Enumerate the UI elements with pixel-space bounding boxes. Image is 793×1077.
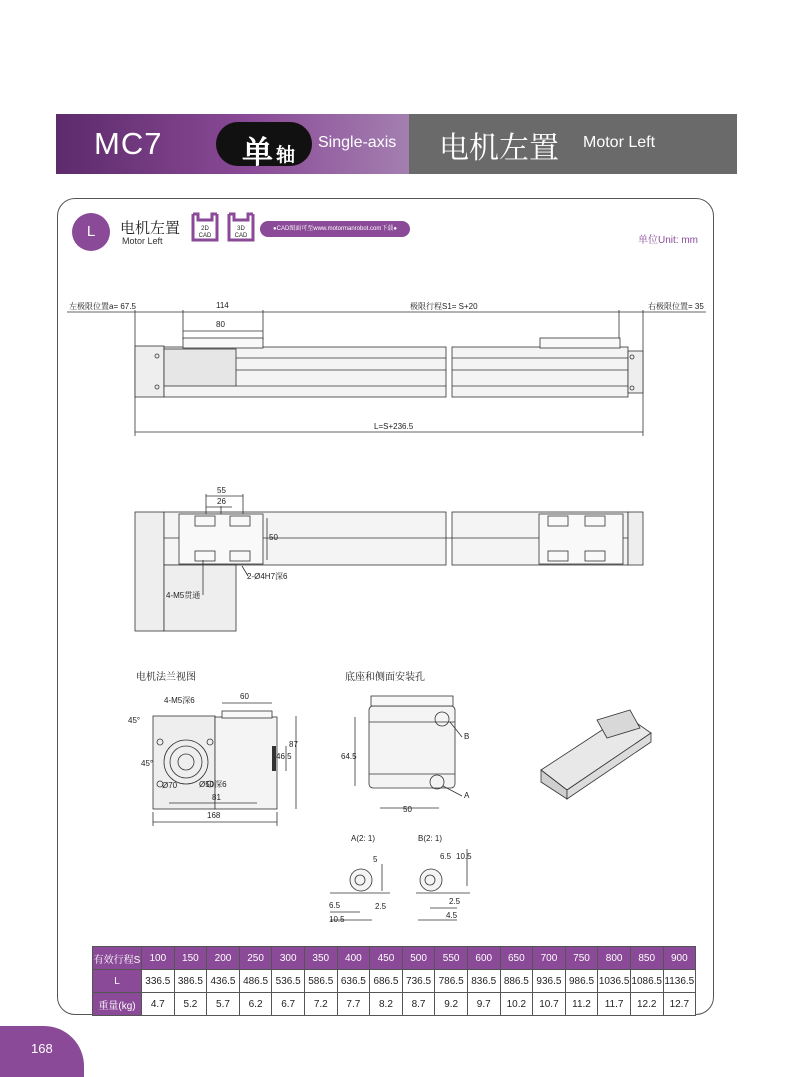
spec-cell: 386.5 bbox=[174, 970, 207, 993]
base-view-title: 底座和侧面安装孔 bbox=[345, 672, 425, 683]
detail-a-6-5: 6.5 bbox=[329, 901, 341, 910]
detail-b-title: B(2: 1) bbox=[418, 834, 443, 843]
spec-cell: 12.7 bbox=[663, 993, 696, 1016]
dim-81: 81 bbox=[212, 793, 221, 802]
dim-168: 168 bbox=[207, 811, 221, 820]
spec-cell: 900 bbox=[663, 947, 696, 970]
detail-b-2-5: 2.5 bbox=[449, 897, 461, 906]
spec-row-label: L bbox=[93, 970, 142, 993]
spec-row-stroke bbox=[93, 947, 696, 970]
spec-cell: 536.5 bbox=[272, 970, 305, 993]
spec-cell: 500 bbox=[402, 947, 435, 970]
section-title-cn: 电机左置 bbox=[120, 220, 181, 237]
page-number: 168 bbox=[31, 1041, 53, 1056]
dim-60: 60 bbox=[240, 692, 249, 701]
detail-b-4-5: 4.5 bbox=[446, 911, 458, 920]
spec-cell: 1086.5 bbox=[630, 970, 663, 993]
spec-cell: 11.2 bbox=[565, 993, 598, 1016]
detail-a-2-5: 2.5 bbox=[375, 902, 387, 911]
spec-cell: 250 bbox=[239, 947, 272, 970]
spec-cell: 7.7 bbox=[337, 993, 370, 1016]
cad-2d-label: 2D CAD bbox=[198, 226, 212, 239]
dim-50-base: 50 bbox=[403, 805, 412, 814]
dim-stroke: 极限行程S1= S+20 bbox=[410, 302, 478, 311]
dim-46-5: 46.5 bbox=[276, 752, 292, 761]
dim-55: 55 bbox=[217, 486, 226, 495]
spec-cell: 7.2 bbox=[304, 993, 337, 1016]
section-title-en: Motor Left bbox=[122, 236, 163, 246]
spec-cell: 850 bbox=[630, 947, 663, 970]
spec-cell: 686.5 bbox=[370, 970, 403, 993]
detail-b-6-5: 6.5 bbox=[440, 852, 452, 861]
spec-cell: 650 bbox=[500, 947, 533, 970]
dim-87: 87 bbox=[289, 740, 298, 749]
dim-80: 80 bbox=[216, 320, 225, 329]
spec-cell: 6.7 bbox=[272, 993, 305, 1016]
dim-length: L=S+236.5 bbox=[374, 422, 414, 431]
spec-cell: 9.2 bbox=[435, 993, 468, 1016]
spec-row-label: 有效行程S bbox=[93, 947, 142, 970]
spec-cell: 4.7 bbox=[142, 993, 175, 1016]
spec-cell: 750 bbox=[565, 947, 598, 970]
spec-cell: 200 bbox=[207, 947, 240, 970]
spec-cell: 786.5 bbox=[435, 970, 468, 993]
spec-row-weight bbox=[93, 993, 696, 1016]
angle-45-top: 45° bbox=[128, 716, 141, 725]
cad-3d-label: 3D CAD bbox=[234, 226, 248, 239]
axis-en: Single-axis bbox=[318, 134, 397, 151]
spec-cell: 5.2 bbox=[174, 993, 207, 1016]
spec-cell: 8.7 bbox=[402, 993, 435, 1016]
unit-label: 单位Unit: mm bbox=[638, 235, 698, 246]
spec-cell: 300 bbox=[272, 947, 305, 970]
dim-50-plan: 50 bbox=[269, 533, 278, 542]
detail-b-10-5: 10.5 bbox=[456, 852, 472, 861]
pin-hole-label: 2-Ø4H7深6 bbox=[247, 572, 288, 581]
angle-45-bottom: 45° bbox=[141, 759, 154, 768]
spec-cell: 550 bbox=[435, 947, 468, 970]
spec-cell: 986.5 bbox=[565, 970, 598, 993]
dim-114: 114 bbox=[216, 301, 229, 310]
axis-cn-big: 单 bbox=[242, 135, 273, 170]
spec-row-length bbox=[93, 970, 696, 993]
spec-cell: 600 bbox=[467, 947, 500, 970]
dim-26: 26 bbox=[217, 497, 226, 506]
dia-70: Ø70 bbox=[162, 781, 178, 790]
motor-cn: 电机左置 bbox=[439, 132, 559, 165]
section-badge: L bbox=[72, 213, 110, 251]
dim-right-limit: 右极限位置= 35 bbox=[648, 302, 704, 311]
spec-cell: 450 bbox=[370, 947, 403, 970]
spec-cell: 436.5 bbox=[207, 970, 240, 993]
spec-cell: 150 bbox=[174, 947, 207, 970]
spec-cell: 8.2 bbox=[370, 993, 403, 1016]
spec-cell: 700 bbox=[533, 947, 566, 970]
motor-en: Motor Left bbox=[583, 134, 656, 151]
spec-cell: 1136.5 bbox=[663, 970, 696, 993]
spec-cell: 5.7 bbox=[207, 993, 240, 1016]
dim-64-5: 64.5 bbox=[341, 752, 357, 761]
spec-cell: 800 bbox=[598, 947, 631, 970]
spec-cell: 6.2 bbox=[239, 993, 272, 1016]
marker-b: B bbox=[464, 732, 470, 741]
detail-a-title: A(2: 1) bbox=[351, 834, 376, 843]
detail-a-10-5: 10.5 bbox=[329, 915, 345, 924]
dim-left-limit: 左极限位置a= 67.5 bbox=[69, 302, 136, 311]
spec-cell: 636.5 bbox=[337, 970, 370, 993]
spec-cell: 12.2 bbox=[630, 993, 663, 1016]
spec-cell: 586.5 bbox=[304, 970, 337, 993]
marker-a: A bbox=[464, 791, 470, 800]
detail-a-5: 5 bbox=[373, 855, 378, 864]
spec-row-label: 重量(kg) bbox=[93, 993, 142, 1016]
spec-cell: 10.2 bbox=[500, 993, 533, 1016]
spec-cell: 350 bbox=[304, 947, 337, 970]
spec-cell: 836.5 bbox=[467, 970, 500, 993]
spec-cell: 886.5 bbox=[500, 970, 533, 993]
spec-cell: 9.7 bbox=[467, 993, 500, 1016]
spec-table bbox=[92, 946, 696, 1016]
cad-download-link[interactable]: ●CAD图面可至www.motormanrobot.com下载● bbox=[260, 221, 410, 237]
spec-cell: 1036.5 bbox=[598, 970, 631, 993]
tap-through-label: 4-M5贯通 bbox=[166, 591, 201, 600]
spec-cell: 10.7 bbox=[533, 993, 566, 1016]
model-name: MC7 bbox=[94, 126, 163, 161]
spec-cell: 736.5 bbox=[402, 970, 435, 993]
spec-cell: 11.7 bbox=[598, 993, 631, 1016]
flange-tap-label: 4-M5深6 bbox=[164, 696, 195, 705]
spec-cell: 336.5 bbox=[142, 970, 175, 993]
spec-cell: 400 bbox=[337, 947, 370, 970]
axis-cn-small: 轴 bbox=[276, 145, 296, 166]
spec-cell: 936.5 bbox=[533, 970, 566, 993]
spec-cell: 100 bbox=[142, 947, 175, 970]
flange-view-title: 电机法兰视图 bbox=[136, 672, 196, 683]
dia-50: Ø50深6 bbox=[199, 780, 227, 789]
spec-cell: 486.5 bbox=[239, 970, 272, 993]
